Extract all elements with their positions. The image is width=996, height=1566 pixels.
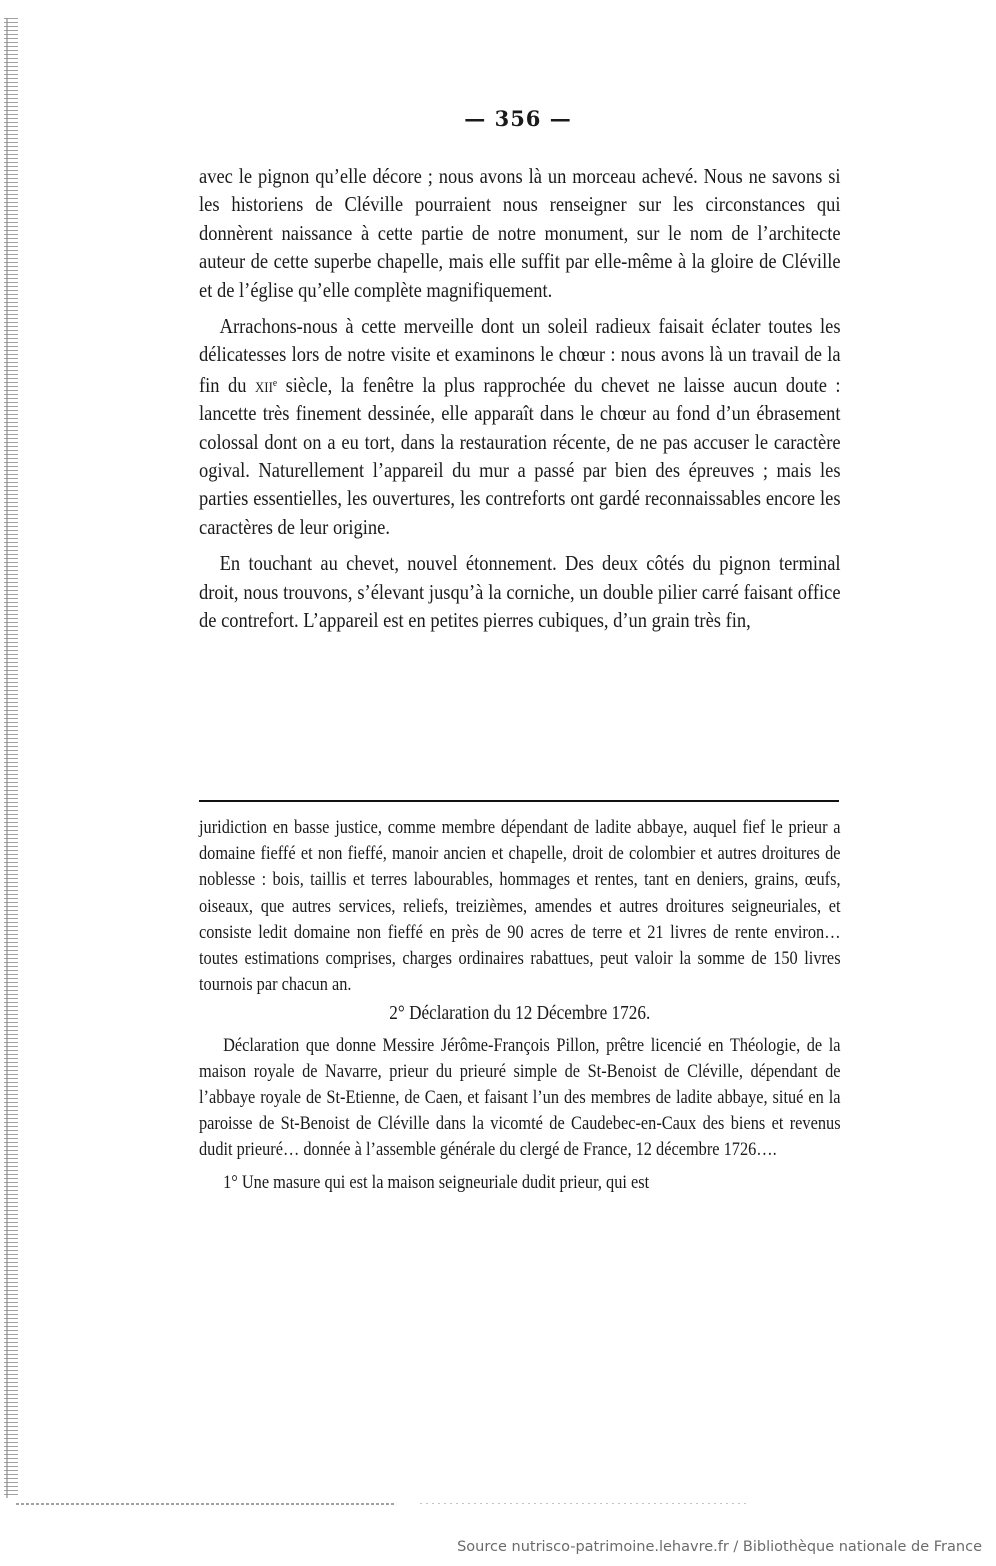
footnote-item: 1° Une masure qui est la maison seigneuriale dudit prieur, qui est: [223, 1171, 650, 1193]
footnote-heading: 2° Déclaration du 12 Décembre 1726.: [389, 1002, 651, 1025]
page-number: — 356 —: [464, 106, 572, 131]
body-paragraph: [199, 312, 841, 541]
scan-edge-left: [4, 18, 18, 1498]
body-text: [199, 162, 841, 643]
scan-edge-bottom-faint: [420, 1503, 750, 1504]
footnotes: [199, 815, 841, 1196]
paragraph-text: Arrachons-nous à cette merveille dont un soleil radieux faisait éclater toutes les délicatesses lors de notre visite et examinons le chœur : nous avons là un travail de la fin du: [199, 314, 841, 397]
footnote-continuation: juridiction en basse justice, comme membre dépendant de ladite abbaye, auquel fief le prieur a domaine fieffé et non fieffé, manoir ancien et chapelle, droit de colombier et autres droitures de noblesse : bois, taillis et terres labourables, hommages et rentes, tant en deniers, grains, œufs, oiseaux, que autres services, reliefs, treizièmes, amendes et autres droitures seigneuriales, et consiste ledit domaine non fieffé en près de 90 acres de terre et 21 livres de rente environ… toutes estimations comprises, charges ordinaires rabattues, peut valoir la somme de 150 livres tournois par chacun an.: [199, 817, 841, 996]
footnote-declaration: Déclaration que donne Messire Jérôme-François Pillon, prêtre licencié en Théologie, de la maison royale de Navarre, prieur du prieuré simple de St-Benoist de Cléville, dépendant de l’abbaye royale de St-Etienne, de Caen, et faisant l’un des membres de ladite abbaye, situé en la paroisse de St-Benoist de Cléville dans la vicomté de Caudebec-en-Caux des biens et revenus dudit prieuré… donnée à l’assemble générale du clergé de France, 12 décembre 1726….: [199, 1034, 841, 1161]
scan-edge-bottom: [16, 1503, 396, 1505]
footnote-rule: [199, 800, 839, 802]
century-superscript: e: [272, 376, 278, 389]
century-numeral: xii: [254, 372, 273, 397]
body-paragraph: En touchant au chevet, nouvel étonnement. Des deux côtés du pignon terminal droit, nous trouvons, s’élevant jusqu’à la corniche, un double pilier carré faisant office de contrefort. L’appareil est en petites pierres cubiques, d’un grain très fin,: [199, 551, 841, 633]
body-paragraph: avec le pignon qu’elle décore ; nous avons là un morceau achevé. Nous ne savons si les historiens de Cléville pourraient nous renseigner sur les circonstances qui donnèrent naissance à cette partie de notre monument, sur le nom de l’architecte auteur de cette superbe chapelle, mais elle suffit par elle-même à la gloire de Cléville et de l’église qu’elle complète magnifiquement.: [199, 164, 841, 302]
source-credit: Source nutrisco-patrimoine.lehavre.fr / Bibliothèque nationale de France: [457, 1539, 982, 1555]
paragraph-text: siècle, la fenêtre la plus rapprochée du chevet ne laisse aucun doute : lancette très finement dessinée, elle apparaît dans le chœur au fond d’un ébrasement colossal dont on a eu tort, dans la restauration récente, de ne pas accuser le caractère ogival. Naturellement l’appareil du mur a passé par bien des épreuves ; mais les parties essentielles, les ouvertures, les contreforts ont gardé reconnaissables encore les caractères de leur origine.: [199, 372, 841, 539]
